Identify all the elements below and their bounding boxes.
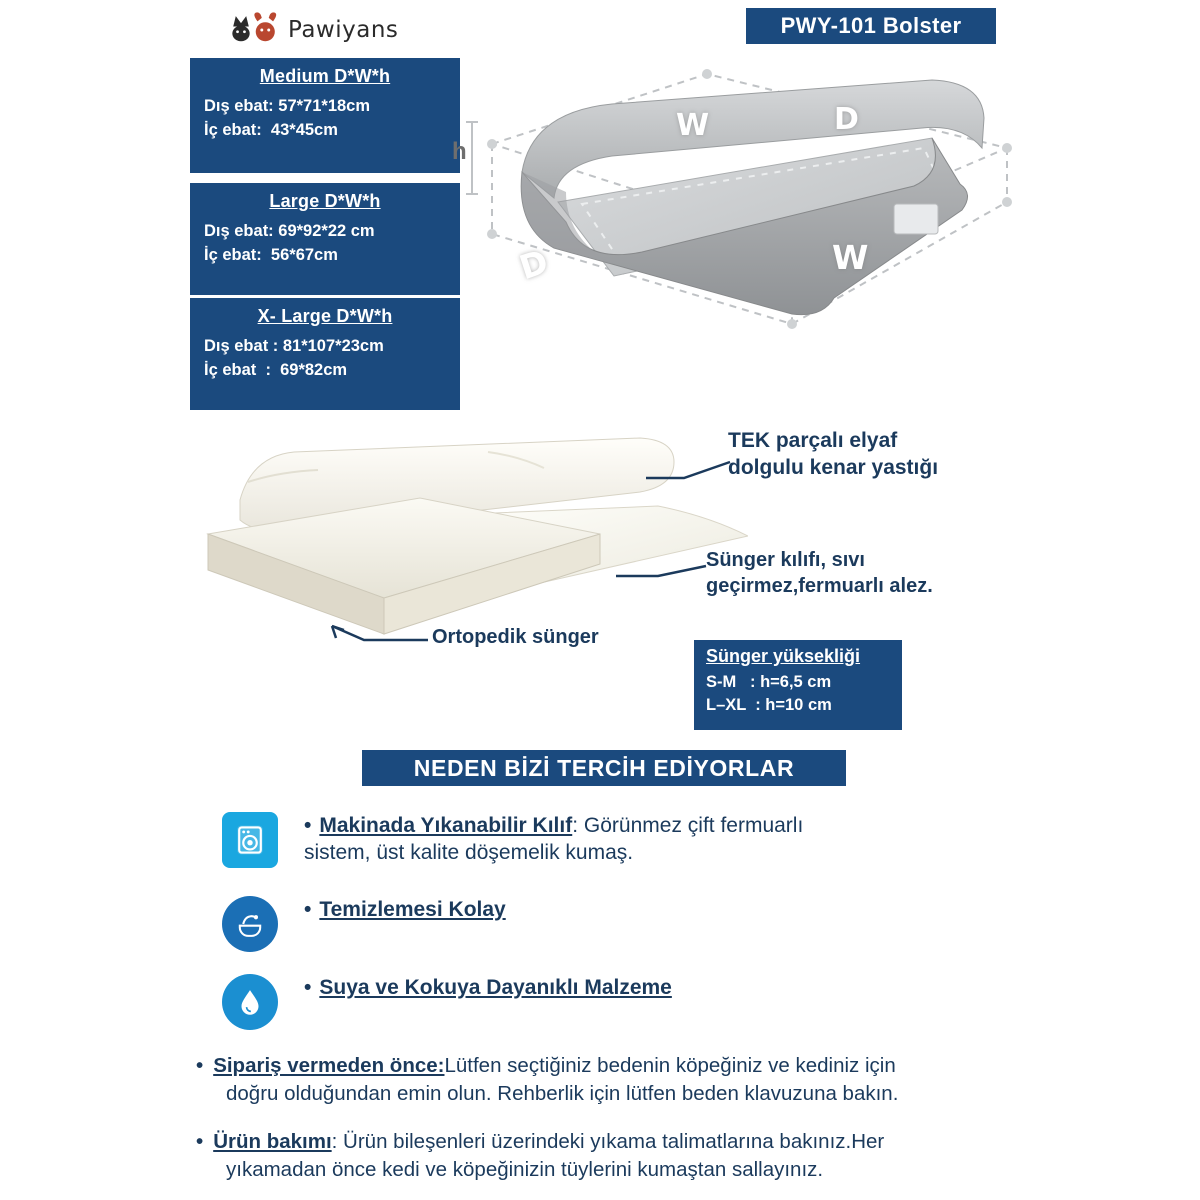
dimension-letter-d-front: D (514, 241, 553, 288)
foam-height-title: Sünger yüksekliği (706, 646, 861, 666)
note-2-bullet: • (196, 1130, 204, 1153)
size-outer-xlarge: Dış ebat : 81*107*23cm (204, 337, 384, 355)
bed-components-image (188, 412, 748, 662)
note-1-line2: doğru olduğundan emin olun. Rehberlik için lütfen beden klavuzuna bakın. (226, 1081, 899, 1105)
note-2-line2: yıkamadan önce kedi ve köpeğinizin tüylerini kumaştan sallayınız. (226, 1157, 824, 1181)
note-2-title: Ürün bakımı (213, 1130, 332, 1153)
size-outer-medium: Dış ebat: 57*71*18cm (204, 97, 371, 115)
cat-dog-logo-icon (228, 8, 280, 52)
leader-line-foam (330, 624, 430, 650)
leader-line-cover (614, 560, 710, 582)
size-inner-large: İç ebat: 56*67cm (204, 245, 338, 264)
note-1-rest: Lütfen seçtiğiniz bedenin köpeğiniz ve kediniz için (444, 1054, 896, 1077)
feature-1-bullet: • (304, 814, 312, 837)
callout-bolster-line2: dolgulu kenar yastığı (728, 455, 939, 479)
foam-height-lxl: L–XL : h=10 cm (706, 696, 832, 715)
feature-3-title: Suya ve Kokuya Dayanıklı Malzeme (319, 976, 672, 999)
size-outer-large: Dış ebat: 69*92*22 cm (204, 222, 375, 240)
feature-3-bullet: • (304, 976, 312, 999)
foam-height-box (694, 640, 902, 730)
feature-easy-clean (222, 896, 1162, 952)
feature-1-line2: sistem, üst kalite döşemelik kumaş. (304, 841, 634, 865)
washing-machine-icon (222, 812, 278, 868)
size-title-large: Large D*W*h (269, 191, 381, 211)
feature-2-title: Temizlemesi Kolay (319, 898, 506, 921)
feature-washable-cover (222, 812, 1162, 868)
dimension-letter-w-front: W (832, 238, 869, 277)
callout-bolster (728, 428, 998, 482)
hand-wash-icon (222, 896, 278, 952)
callout-bolster-line1: TEK parçalı elyaf (728, 429, 898, 452)
dimension-letter-h: h (452, 138, 467, 165)
size-inner-medium: İç ebat: 43*45cm (204, 120, 338, 139)
size-box-large (190, 183, 460, 295)
callout-cover-line2: geçirmez,fermuarlı alez. (706, 574, 933, 597)
note-product-care (196, 1128, 1156, 1183)
height-bracket-icon (462, 118, 482, 198)
product-bed-image (462, 52, 1032, 352)
leader-line-bolster (644, 456, 734, 482)
feature-2-bullet: • (304, 898, 312, 921)
note-2-rest: : Ürün bileşenleri üzerindeki yıkama talimatlarına bakınız.Her (331, 1130, 885, 1153)
feature-2-text (304, 896, 506, 923)
why-choose-us-banner: NEDEN BİZİ TERCİH EDİYORLAR (362, 750, 846, 786)
foam-height-sm: S-M : h=6,5 cm (706, 673, 832, 691)
size-title-medium: Medium D*W*h (259, 66, 391, 86)
water-drop-icon (222, 974, 278, 1030)
dimension-letter-d-top: D (834, 102, 859, 137)
callout-cover-line1: Sünger kılıfı, sıvı (706, 549, 865, 571)
size-title-xlarge: X- Large D*W*h (257, 306, 393, 326)
note-1-bullet: • (196, 1054, 204, 1077)
dimension-letter-w-top: W (676, 108, 710, 143)
brand-logo (228, 8, 398, 52)
size-box-xlarge (190, 298, 460, 410)
callout-cover (706, 548, 996, 599)
callout-foam: Ortopedik sünger (432, 626, 599, 648)
note-1-title: Sipariş vermeden önce: (213, 1054, 445, 1077)
feature-3-text (304, 974, 672, 1001)
brand-name: Pawiyans (288, 17, 399, 43)
feature-1-title: Makinada Yıkanabilir Kılıf (319, 814, 573, 837)
feature-1-rest: : Görünmez çift fermuarlı (572, 814, 804, 837)
feature-water-odor-resistant (222, 974, 1162, 1030)
feature-1-text (304, 812, 803, 867)
size-box-medium (190, 58, 460, 173)
note-before-order (196, 1052, 1136, 1107)
product-code-banner: PWY-101 Bolster (746, 8, 996, 44)
size-inner-xlarge: İç ebat : 69*82cm (204, 360, 348, 379)
